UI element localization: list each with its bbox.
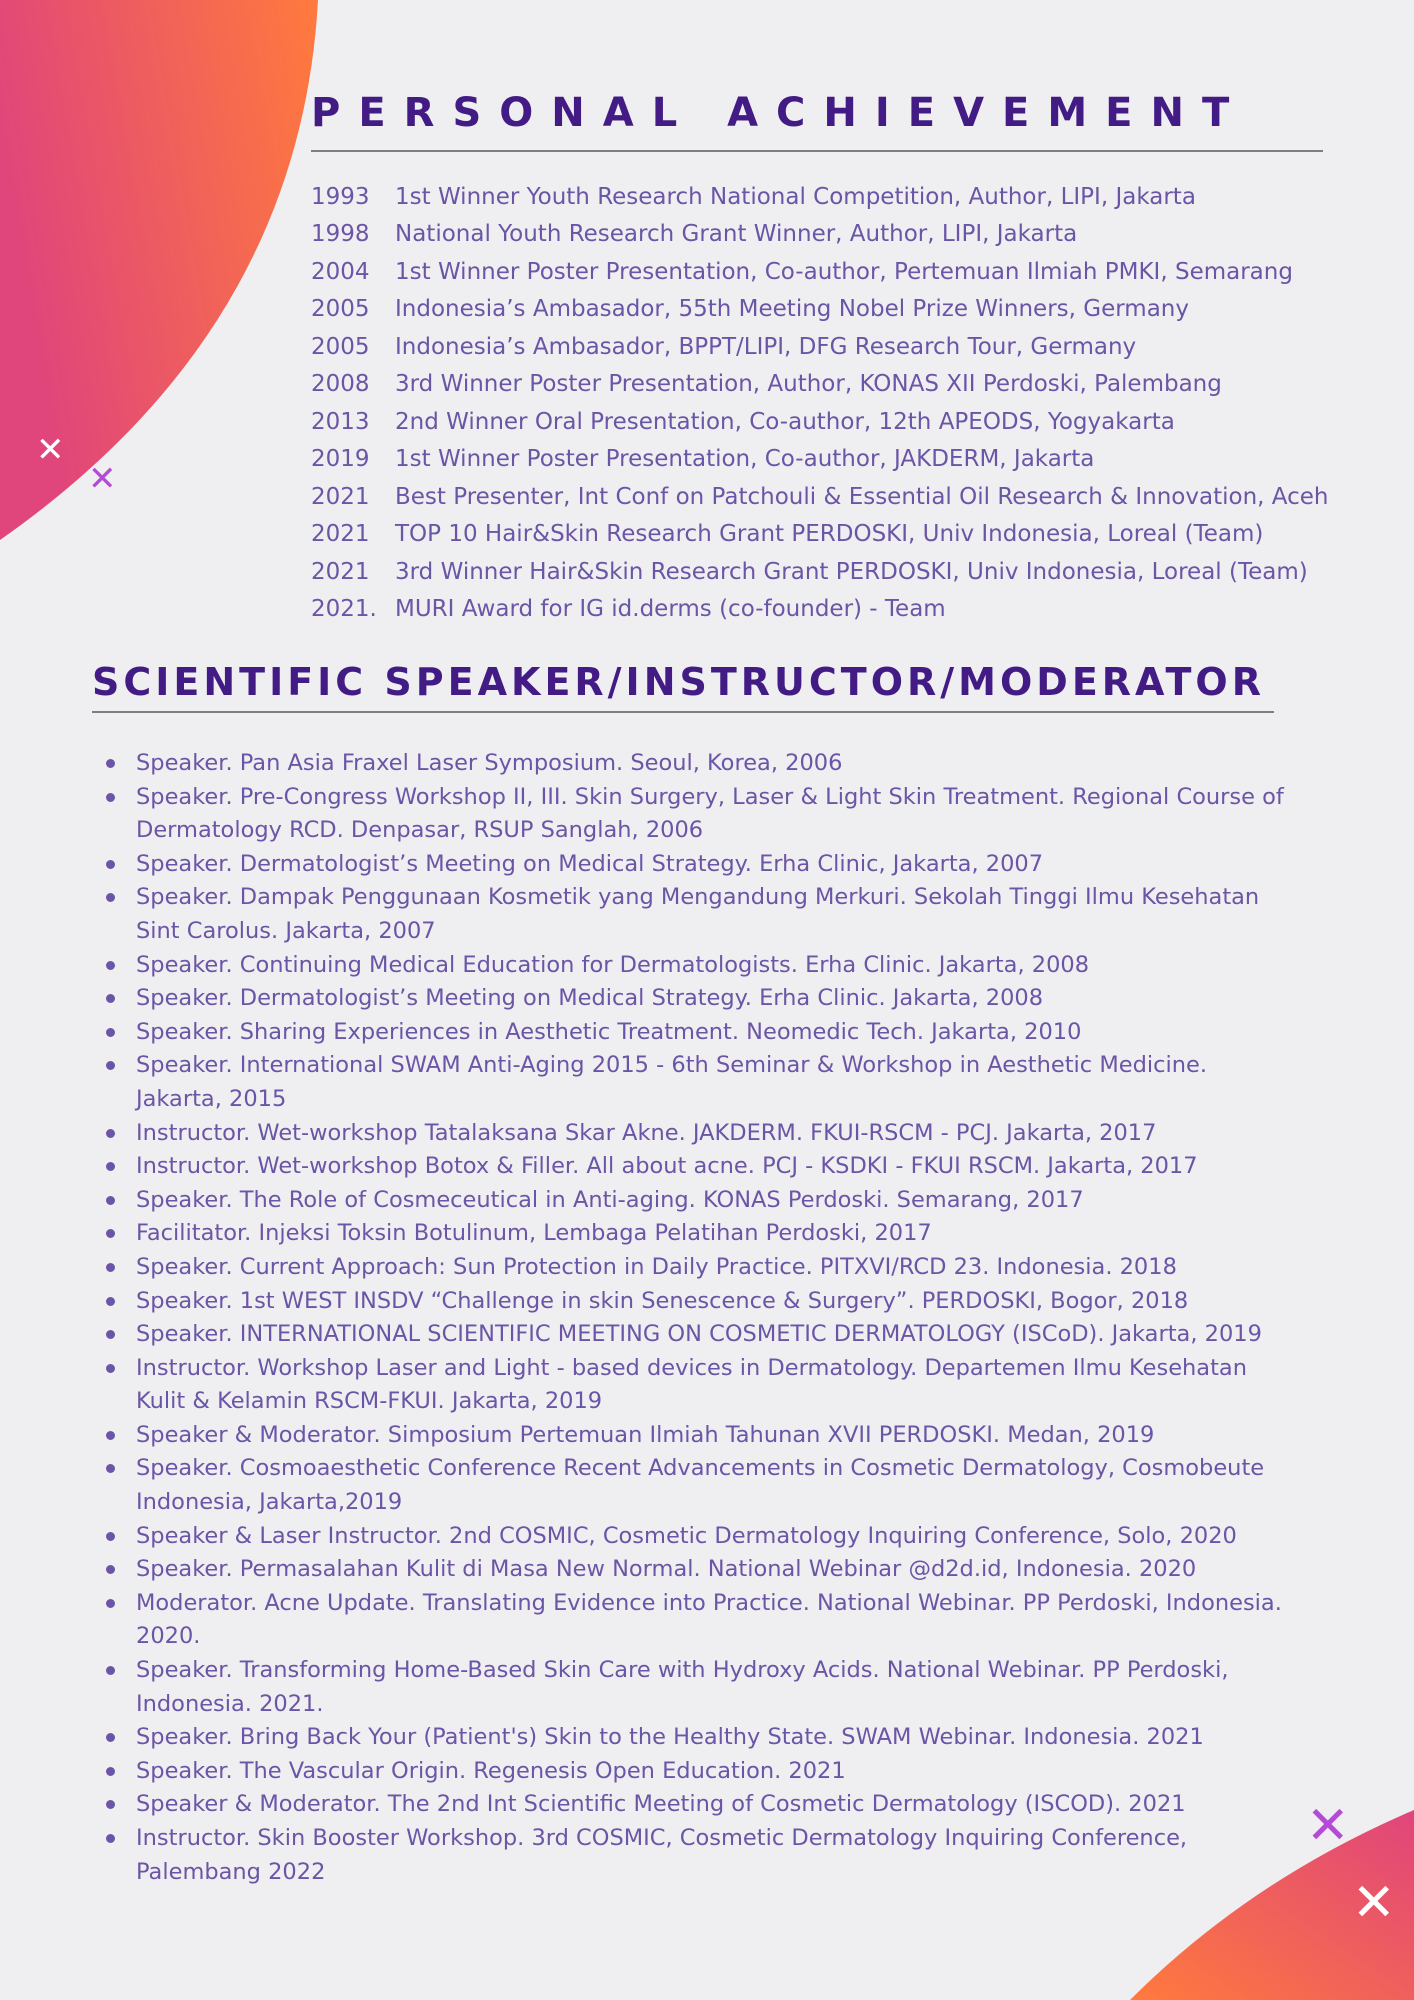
speaker-list-item: Speaker & Moderator. Simposium Pertemuan Ilmiah Tahunan XVII PERDOSKI. Medan, 2019: [104, 1419, 1294, 1453]
speaker-list-item: Speaker. Transforming Home-Based Skin Care with Hydroxy Acids. National Webinar. PP Perdoski, Indonesia. 2021.: [104, 1654, 1294, 1721]
speaker-list-item: Speaker. INTERNATIONAL SCIENTIFIC MEETING ON COSMETIC DERMATOLOGY (ISCoD). Jakarta, 2019: [104, 1318, 1294, 1352]
achievement-text: 1st Winner Poster Presentation, Co-author, Pertemuan Ilmiah PMKI, Semarang: [395, 258, 1293, 285]
achievement-text: National Youth Research Grant Winner, Author, LIPI, Jakarta: [395, 221, 1078, 248]
section-divider: [92, 711, 1274, 713]
achievement-item: [311, 441, 1328, 479]
speaker-list-item: Moderator. Acne Update. Translating Evidence into Practice. National Webinar. PP Perdoski, Indonesia. 2020.: [104, 1587, 1294, 1654]
achievement-text: 2nd Winner Oral Presentation, Co-author, 12th APEODS, Yogyakarta: [395, 408, 1175, 435]
achievement-text: 1st Winner Poster Presentation, Co-author, JAKDERM, Jakarta: [395, 446, 1095, 473]
speaker-list-item: Facilitator. Injeksi Toksin Botulinum, Lembaga Pelatihan Perdoski, 2017: [104, 1217, 1294, 1251]
achievement-item: [311, 328, 1328, 366]
speaker-list-item: Speaker. Pre-Congress Workshop II, III. Skin Surgery, Laser & Light Skin Treatment. Regional Course of Dermatology RCD. Denpasar, RSUP Sanglah, 2006: [104, 781, 1294, 848]
achievement-item: [311, 366, 1328, 404]
achievement-text: Best Presenter, Int Conf on Patchouli & Essential Oil Research & Innovation, Aceh: [395, 483, 1329, 510]
speaker-list-item: Instructor. Skin Booster Workshop. 3rd COSMIC, Cosmetic Dermatology Inquiring Conference, Palembang 2022: [104, 1822, 1294, 1889]
achievement-item: [311, 178, 1328, 216]
achievement-year: 2021: [311, 558, 370, 585]
speaker-list-item: Speaker. 1st WEST INSDV “Challenge in skin Senescence & Surgery”. PERDOSKI, Bogor, 2018: [104, 1285, 1294, 1319]
achievement-year: 2021: [311, 483, 370, 510]
achievement-year: 2019: [311, 446, 370, 473]
achievement-item: [311, 478, 1328, 516]
achievement-text: TOP 10 Hair&Skin Research Grant PERDOSKI, Univ Indonesia, Loreal (Team): [395, 521, 1264, 548]
speaker-list-item: Speaker. Dermatologist’s Meeting on Medical Strategy. Erha Clinic. Jakarta, 2008: [104, 982, 1294, 1016]
speaker-list-item: Speaker. Pan Asia Fraxel Laser Symposium. Seoul, Korea, 2006: [104, 747, 1294, 781]
speaker-list-item: Instructor. Workshop Laser and Light - based devices in Dermatology. Departemen Ilmu Kesehatan Kulit & Kelamin RSCM-FKUI. Jakarta, 2019: [104, 1352, 1294, 1419]
achievement-year: 2008: [311, 371, 370, 398]
speaker-list-item: Speaker. Bring Back Your (Patient's) Skin to the Healthy State. SWAM Webinar. Indonesia. 2021: [104, 1721, 1294, 1755]
achievement-list: [311, 178, 1328, 628]
achievement-year: 1998: [311, 221, 370, 248]
achievement-text: 3rd Winner Poster Presentation, Author, KONAS XII Perdoski, Palembang: [395, 371, 1222, 398]
achievement-year: 1993: [311, 183, 370, 210]
achievement-year: 2021.: [311, 596, 377, 623]
decorative-cross-icon: ✕: [36, 430, 65, 470]
speaker-list-item: Speaker. The Vascular Origin. Regenesis Open Education. 2021: [104, 1755, 1294, 1789]
achievement-year: 2005: [311, 296, 370, 323]
personal-achievement-heading: PERSONAL ACHIEVEMENT: [311, 90, 1248, 136]
speaker-list: [104, 747, 1294, 1889]
achievement-item: [311, 291, 1328, 329]
achievement-item: [311, 253, 1328, 291]
speaker-list-item: Speaker. Permasalahan Kulit di Masa New Normal. National Webinar @d2d.id, Indonesia. 2020: [104, 1553, 1294, 1587]
achievement-year: 2004: [311, 258, 370, 285]
speaker-list-item: Speaker. Current Approach: Sun Protection in Daily Practice. PITXVI/RCD 23. Indonesia. 2018: [104, 1251, 1294, 1285]
speaker-list-item: Speaker. Continuing Medical Education for Dermatologists. Erha Clinic. Jakarta, 2008: [104, 949, 1294, 983]
achievement-text: 1st Winner Youth Research National Competition, Author, LIPI, Jakarta: [395, 183, 1196, 210]
achievement-text: Indonesia’s Ambasador, BPPT/LIPI, DFG Research Tour, Germany: [395, 333, 1137, 360]
achievement-text: Indonesia’s Ambasador, 55th Meeting Nobel Prize Winners, Germany: [395, 296, 1189, 323]
decorative-cross-icon: ✕: [1306, 1796, 1350, 1856]
speaker-list-item: Speaker & Moderator. The 2nd Int Scientific Meeting of Cosmetic Dermatology (ISCOD). 2021: [104, 1788, 1294, 1822]
speaker-list-item: Speaker. International SWAM Anti-Aging 2015 - 6th Seminar & Workshop in Aesthetic Medicine. Jakarta, 2015: [104, 1049, 1294, 1116]
speaker-list-item: Speaker. Dampak Penggunaan Kosmetik yang Mengandung Merkuri. Sekolah Tinggi Ilmu Kesehatan Sint Carolus. Jakarta, 2007: [104, 881, 1294, 948]
decorative-cross-icon: ✕: [1352, 1873, 1396, 1933]
speaker-list-item: Speaker. Sharing Experiences in Aesthetic Treatment. Neomedic Tech. Jakarta, 2010: [104, 1016, 1294, 1050]
achievement-item: [311, 591, 1328, 629]
achievement-text: MURI Award for IG id.derms (co-founder) - Team: [395, 596, 946, 623]
speaker-list-item: Instructor. Wet-workshop Tatalaksana Skar Akne. JAKDERM. FKUI-RSCM - PCJ. Jakarta, 2017: [104, 1117, 1294, 1151]
speaker-list-item: Speaker. Cosmoaesthetic Conference Recent Advancements in Cosmetic Dermatology, Cosmobeute Indonesia, Jakarta,2019: [104, 1452, 1294, 1519]
achievement-item: [311, 403, 1328, 441]
achievement-item: [311, 516, 1328, 554]
achievement-text: 3rd Winner Hair&Skin Research Grant PERDOSKI, Univ Indonesia, Loreal (Team): [395, 558, 1308, 585]
achievement-year: 2013: [311, 408, 370, 435]
achievement-year: 2005: [311, 333, 370, 360]
speaker-list-item: Speaker. The Role of Cosmeceutical in Anti-aging. KONAS Perdoski. Semarang, 2017: [104, 1184, 1294, 1218]
achievement-year: 2021: [311, 521, 370, 548]
section-divider: [311, 150, 1323, 152]
decorative-cross-icon: ✕: [88, 459, 117, 499]
achievement-item: [311, 216, 1328, 254]
achievement-item: [311, 553, 1328, 591]
speaker-list-item: Speaker & Laser Instructor. 2nd COSMIC, Cosmetic Dermatology Inquiring Conference, Solo, 2020: [104, 1520, 1294, 1554]
scientific-speaker-heading: SCIENTIFIC SPEAKER/INSTRUCTOR/MODERATOR: [92, 660, 1265, 704]
speaker-list-item: Speaker. Dermatologist’s Meeting on Medical Strategy. Erha Clinic, Jakarta, 2007: [104, 848, 1294, 882]
speaker-list-item: Instructor. Wet-workshop Botox & Filler. All about acne. PCJ - KSDKI - FKUI RSCM. Jakarta, 2017: [104, 1150, 1294, 1184]
